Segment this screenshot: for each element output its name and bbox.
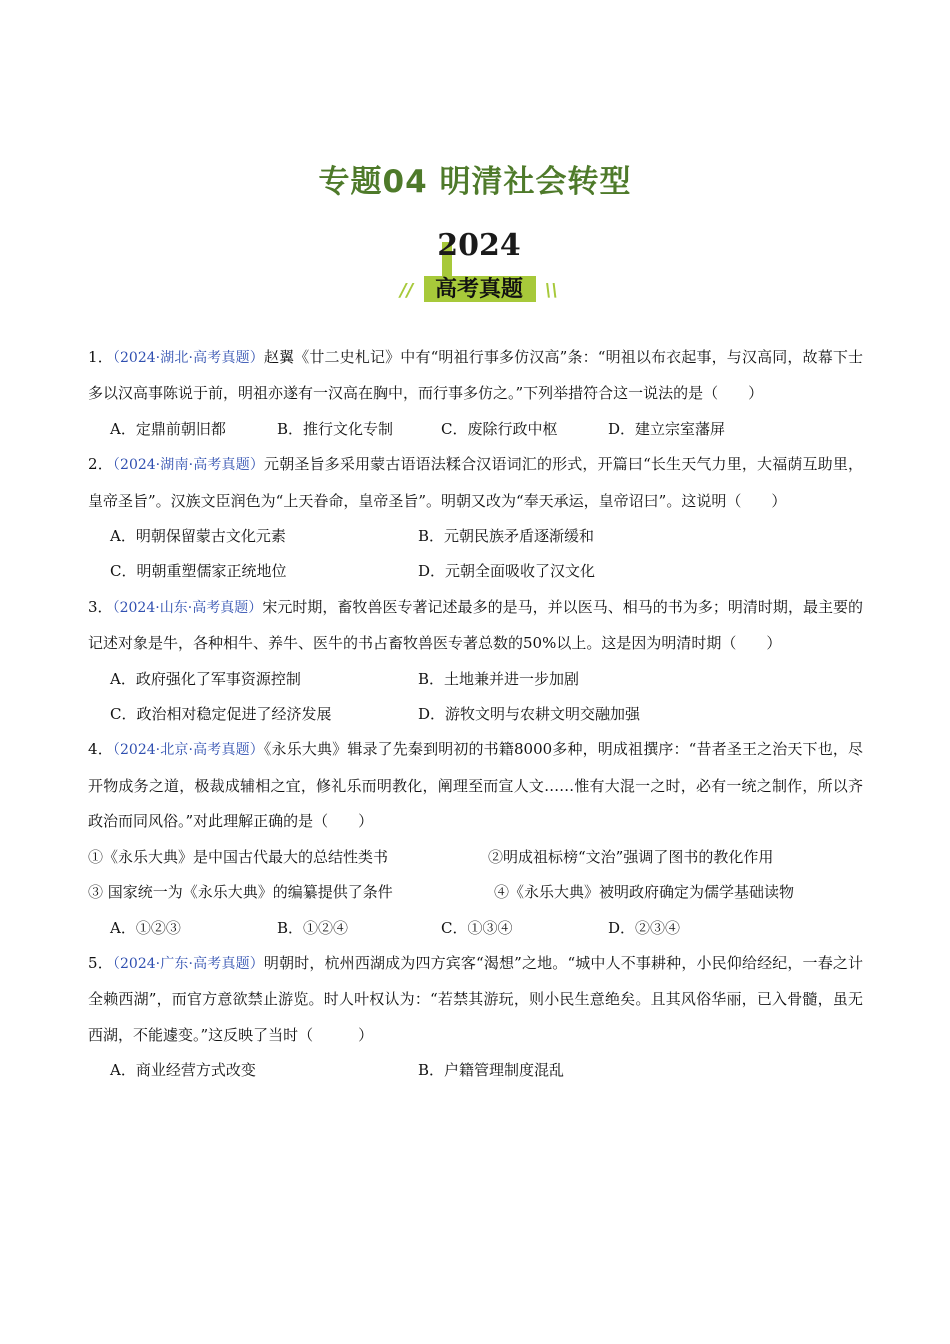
option-c: C．废除行政中枢 (441, 419, 558, 438)
option-a: A．商业经营方式改变 (110, 1061, 256, 1080)
option-row (110, 662, 863, 697)
question-stem: 《永乐大典》辑录了先秦到明初的书籍8000多种，明成祖撰序：“昔者圣王之治天下也，尽开物成务之道，极裁成辅相之宜，修礼乐而明教化，阐理至而宣人文……惟有大混一之时，必有一统之制作，所以齐政治而同风俗。”对此理解正确的是（ ） (88, 740, 864, 831)
option-row (110, 1053, 863, 1088)
question-number: 1． (88, 348, 113, 366)
question-source: （2024·广东·高考真题） (112, 955, 264, 972)
question-5 (88, 946, 863, 1089)
question-number: 5． (88, 953, 113, 972)
question-source: （2024·山东·高考真题） (112, 599, 263, 616)
question-2 (88, 447, 863, 590)
question-number: 2． (88, 455, 113, 474)
question-source: （2024·湖北·高考真题） (112, 350, 264, 366)
question-stem: 元朝圣旨多采用蒙古语语法糅合汉语词汇的形式，开篇曰“长生天气力里，大福荫互助里，皇帝圣旨”。汉族文臣润色为“上天眷命，皇帝圣旨”。明朝又改为“奉天承运，皇帝诏曰”。这说明（ ） (88, 455, 864, 510)
page-title: 专题04 明清社会转型 (318, 164, 632, 200)
question-stem: 赵翼《廿二史札记》中有“明祖行事多仿汉高”条：“明祖以布衣起事，与汉高同，故幕下士多以汉高事陈说于前，明祖亦遂有一汉高在胸中，而行事多仿之。”下列举措符合这一说法的是（ ） (88, 348, 864, 403)
option-row (110, 911, 863, 946)
badge-slash-right: \\ (544, 280, 558, 301)
option-d: D．②③④ (608, 918, 681, 937)
option-b: B．①②④ (277, 918, 349, 937)
section-badge (394, 228, 564, 306)
option-row (110, 697, 863, 732)
question-number: 4． (88, 740, 113, 759)
statement-4: ④《永乐大典》被明政府确定为儒学基础读物 (494, 883, 795, 902)
statement-row (88, 840, 863, 875)
option-b: B．土地兼并进一步加剧 (418, 669, 580, 688)
statement-3: ③ 国家统一为《永乐大典》的编纂提供了条件 (88, 883, 393, 902)
question-stem: 明朝时，杭州西湖成为四方宾客“渴想”之地。“城中人不事耕种，小民仰给经纪，一春之计全赖西湖”，而官方意欲禁止游览。时人叶权认为：“若禁其游玩，则小民生意绝矣。且其风俗华丽，已入骨髓，虽无西湖，不能遽变。”这反映了当时（ ） (88, 953, 864, 1044)
question-stem: 宋元时期，畜牧兽医专著记述最多的是马，并以医马、相马的书为多；明清时期，最主要的记述对象是牛，各种相牛、养牛、医牛的书占畜牧兽医专著总数的50%以上。这是因为明清时期（ ） (88, 597, 864, 653)
option-b: B．元朝民族矛盾逐渐缓和 (418, 527, 595, 546)
statement-row (88, 875, 863, 910)
option-b: B．户籍管理制度混乱 (418, 1061, 565, 1080)
question-1 (88, 340, 863, 447)
option-c: C．政治相对稳定促进了经济发展 (110, 705, 332, 724)
question-list (88, 340, 863, 1089)
statement-2: ②明成祖标榜“文治”强调了图书的教化作用 (488, 847, 774, 866)
option-b: B．推行文化专制 (277, 419, 394, 438)
option-a: A．明朝保留蒙古文化元素 (110, 527, 286, 546)
option-d: D．元朝全面吸收了汉文化 (418, 562, 596, 581)
option-d: D．建立宗室藩屏 (608, 419, 726, 438)
option-c: C．①③④ (441, 918, 513, 937)
option-a: A．①②③ (110, 918, 181, 937)
option-c: C．明朝重塑儒家正统地位 (110, 562, 287, 581)
question-4 (88, 732, 863, 945)
option-d: D．游牧文明与农耕文明交融加强 (418, 705, 641, 724)
option-row (110, 519, 863, 554)
option-a: A．政府强化了军事资源控制 (110, 669, 301, 688)
option-a: A．定鼎前朝旧都 (110, 419, 226, 438)
badge-year: 2024 (437, 228, 521, 263)
question-source: （2024·北京·高考真题） (112, 742, 264, 759)
question-3 (88, 590, 863, 733)
option-row (110, 412, 863, 447)
option-row (110, 554, 863, 589)
question-number: 3． (88, 597, 113, 616)
badge-label: 高考真题 (434, 277, 523, 302)
question-source: （2024·湖南·高考真题） (112, 457, 265, 474)
statement-1: ①《永乐大典》是中国古代最大的总结性类书 (88, 847, 389, 866)
badge-slash-left: // (400, 280, 414, 301)
